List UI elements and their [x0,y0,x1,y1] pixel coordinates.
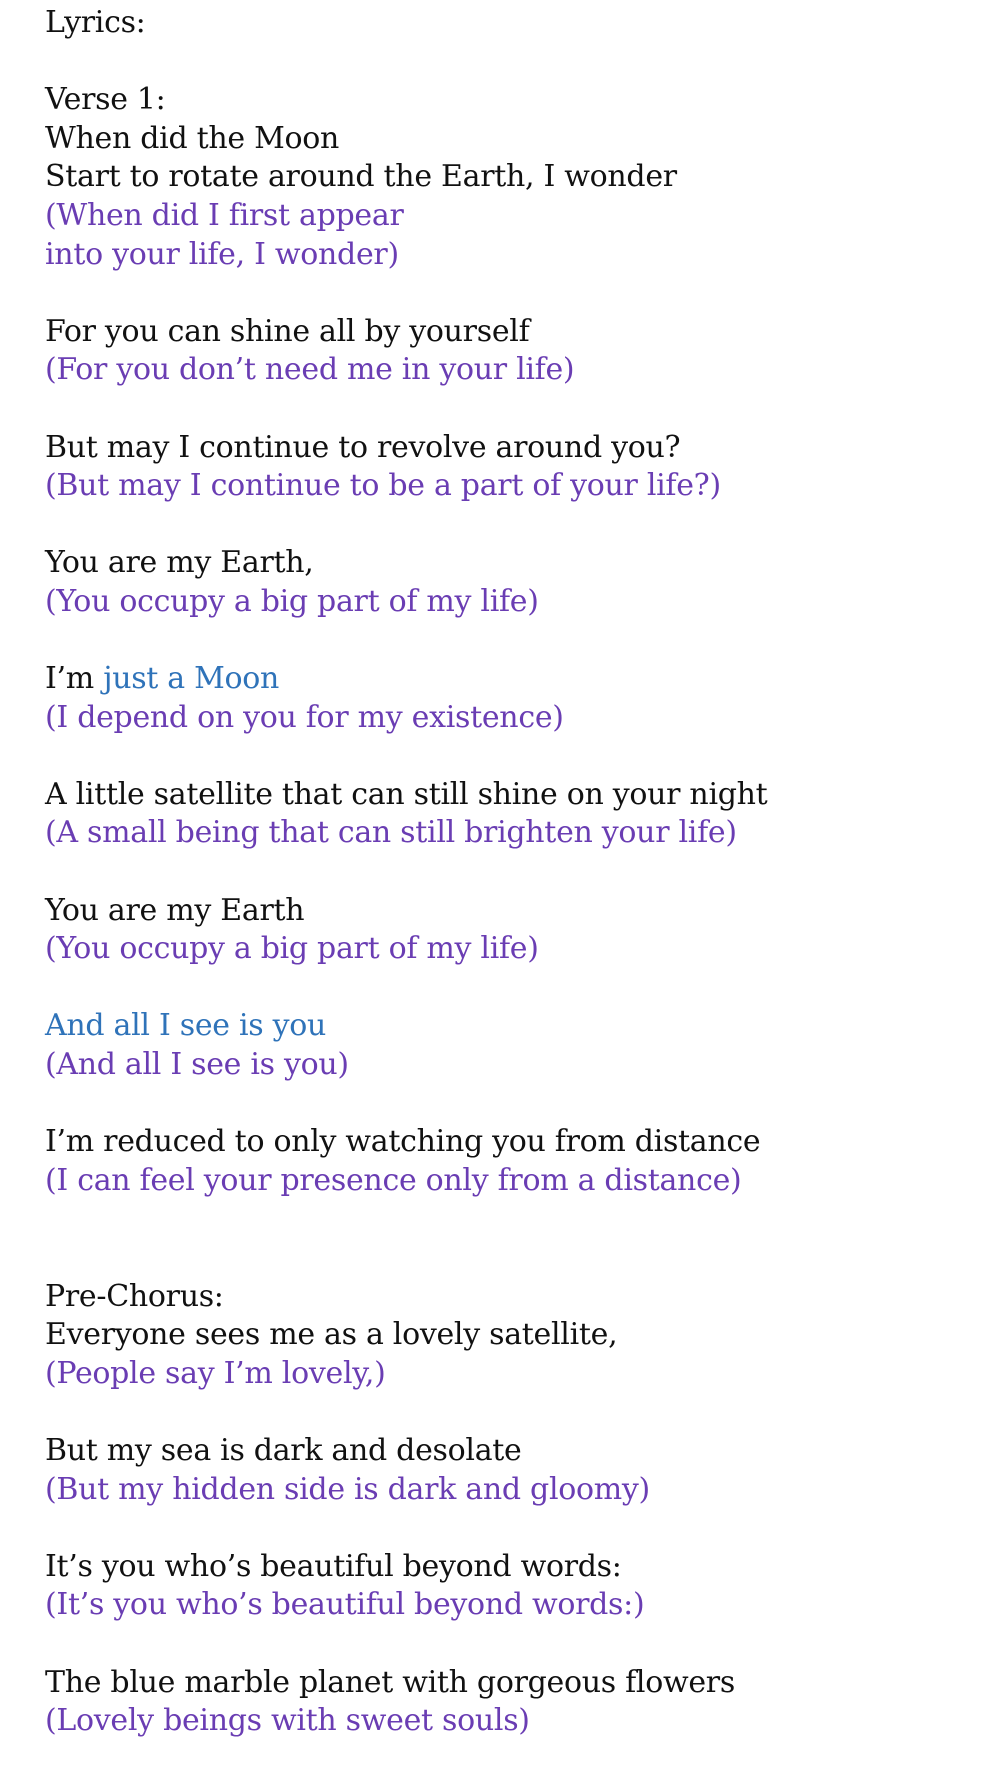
translation-line: into your life, I wonder) [45,236,399,272]
lyric-line: For you can shine all by yourself [45,313,530,349]
translation-line: (When did I first appear [45,197,404,233]
translation-line: (You occupy a big part of my life) [45,583,539,619]
lyric-line: Everyone sees me as a lovely satellite, [45,1317,618,1353]
lyrics-document [45,0,985,1741]
spacer [45,274,985,313]
lyric-line: You are my Earth, [45,545,314,581]
lyric-line: But may I continue to revolve around you? [45,429,681,465]
translation-line: (And all I see is you) [45,1047,349,1083]
spacer [45,622,985,661]
spacer [45,1509,985,1548]
spacer [45,390,985,429]
spacer [45,853,985,892]
translation-line: (But my hidden side is dark and gloomy) [45,1471,650,1507]
lyric-line: You are my Earth [45,892,305,928]
lyric-line: It’s you who’s beautiful beyond words: [45,1548,622,1584]
lyrics-heading: Lyrics: [45,5,146,40]
lyric-line: When did the Moon [45,120,340,156]
verse1-label: Verse 1: [45,82,166,118]
highlighted-lyric: And all I see is you [45,1008,327,1044]
prechorus-label: Pre-Chorus: [45,1278,224,1314]
lyric-line: A little satellite that can still shine on your night [45,776,768,812]
spacer [45,506,985,545]
lyric-line: I’m reduced to only watching you from distance [45,1124,761,1160]
lyric-line [45,660,985,699]
lyric-prefix: I’m [45,661,94,697]
spacer [45,1393,985,1432]
translation-line: (I depend on you for my existence) [45,699,564,735]
translation-line: (But may I continue to be a part of your life?) [45,468,721,504]
spacer [45,1625,985,1664]
spacer [45,43,985,82]
lyric-line: But my sea is dark and desolate [45,1432,522,1468]
lyric-line: Start to rotate around the Earth, I wonder [45,159,677,195]
translation-line: (I can feel your presence only from a distance) [45,1162,742,1198]
translation-line: (Lovely beings with sweet souls) [45,1703,530,1739]
translation-line: (You occupy a big part of my life) [45,931,539,967]
spacer [45,1085,985,1124]
spacer [45,737,985,776]
spacer [45,969,985,1008]
translation-line: (It’s you who’s beautiful beyond words:) [45,1587,645,1623]
spacer [45,1200,985,1277]
translation-line: (A small being that can still brighten your life) [45,815,737,851]
translation-line: (For you don’t need me in your life) [45,352,575,388]
lyric-line: The blue marble planet with gorgeous flowers [45,1664,735,1700]
highlighted-lyric: just a Moon [103,661,280,697]
translation-line: (People say I’m lovely,) [45,1355,386,1391]
